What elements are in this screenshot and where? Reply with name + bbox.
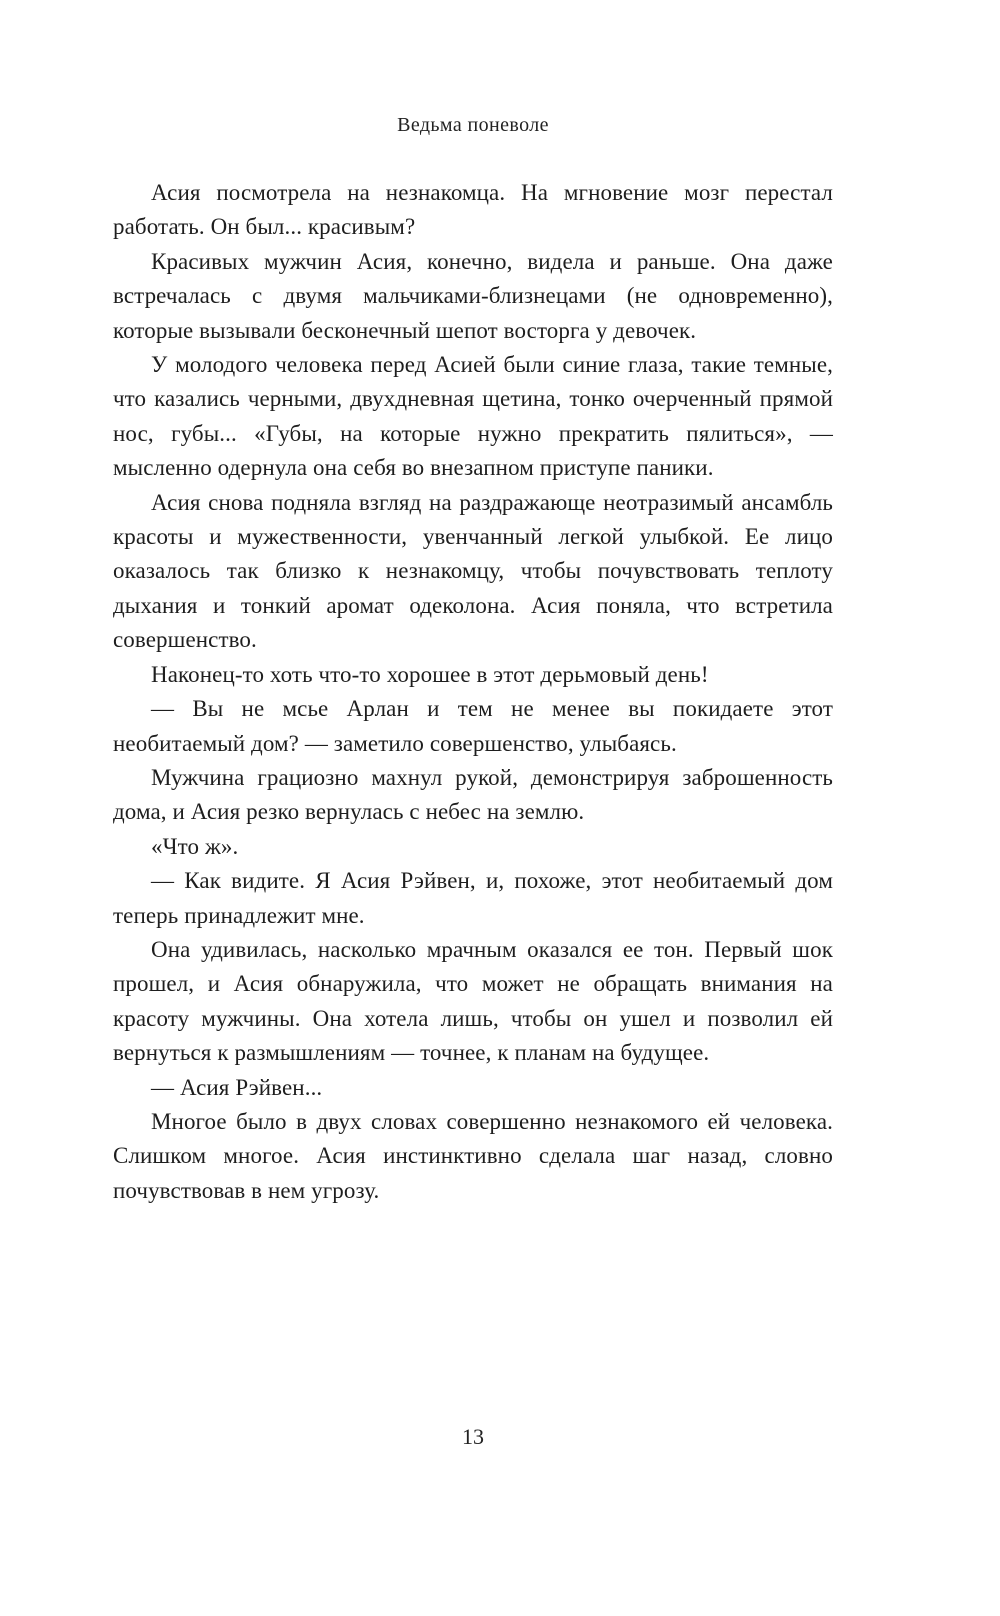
running-head: Ведьма поневоле [397,114,549,136]
paragraph: Асия посмотрела на незнакомца. На мгновение мозг перестал работать. Он был... красивым? [113,180,833,240]
paragraph: Мужчина грациозно махнул рукой, демонстрируя заброшенность дома, и Асия резко вернулась с небес на землю. [113,764,833,825]
paragraph: Наконец-то хоть что-то хорошее в этот дерьмовый день! [151,661,709,687]
paragraph: — Асия Рэйвен... [151,1074,323,1100]
paragraph: У молодого человека перед Асией были синие глаза, такие темные, что казались черными, двухдневная щетина, тонко очерченный прямой нос, губы... «Губы, на которые нужно прекратить пялиться», — мысленно одернула она себя во внезапном приступе паники. [113,352,833,481]
paragraph: — Вы не мсье Арлан и тем не менее вы покидаете этот необитаемый дом? — заметило совершенство, улыбаясь. [113,696,833,756]
page-number: 13 [462,1424,484,1449]
paragraph: — Как видите. Я Асия Рэйвен, и, похоже, этот необитаемый дом теперь принадлежит мне. [113,868,833,928]
paragraph: Она удивилась, насколько мрачным оказался ее тон. Первый шок прошел, и Асия обнаружила, что может не обращать внимания на красоту мужчины. Она хотела лишь, чтобы он ушел и позволил ей вернуться к размышлениям — точнее, к планам на будущее. [113,936,833,1066]
paragraph: Многое было в двух словах совершенно незнакомого ей человека. Слишком многое. Асия инстинктивно сделала шаг назад, словно почувствовав в нем угрозу. [113,1108,833,1203]
paragraph: Асия снова подняла взгляд на раздражающе неотразимый ансамбль красоты и мужественности, увенчанный легкой улыбкой. Ее лицо оказалось так близко к незнакомцу, чтобы почувствовать теплоту дыхания и тонкий аромат одеколона. Асия поняла, что встретила совершенство. [113,489,833,653]
body-text [113,176,833,1208]
paragraph: Красивых мужчин Асия, конечно, видела и раньше. Она даже встречалась с двумя мальчиками-близнецами (не одновременно), которые вызывали бесконечный шепот восторга у девочек. [113,248,833,343]
paragraph: «Что ж». [151,833,239,859]
